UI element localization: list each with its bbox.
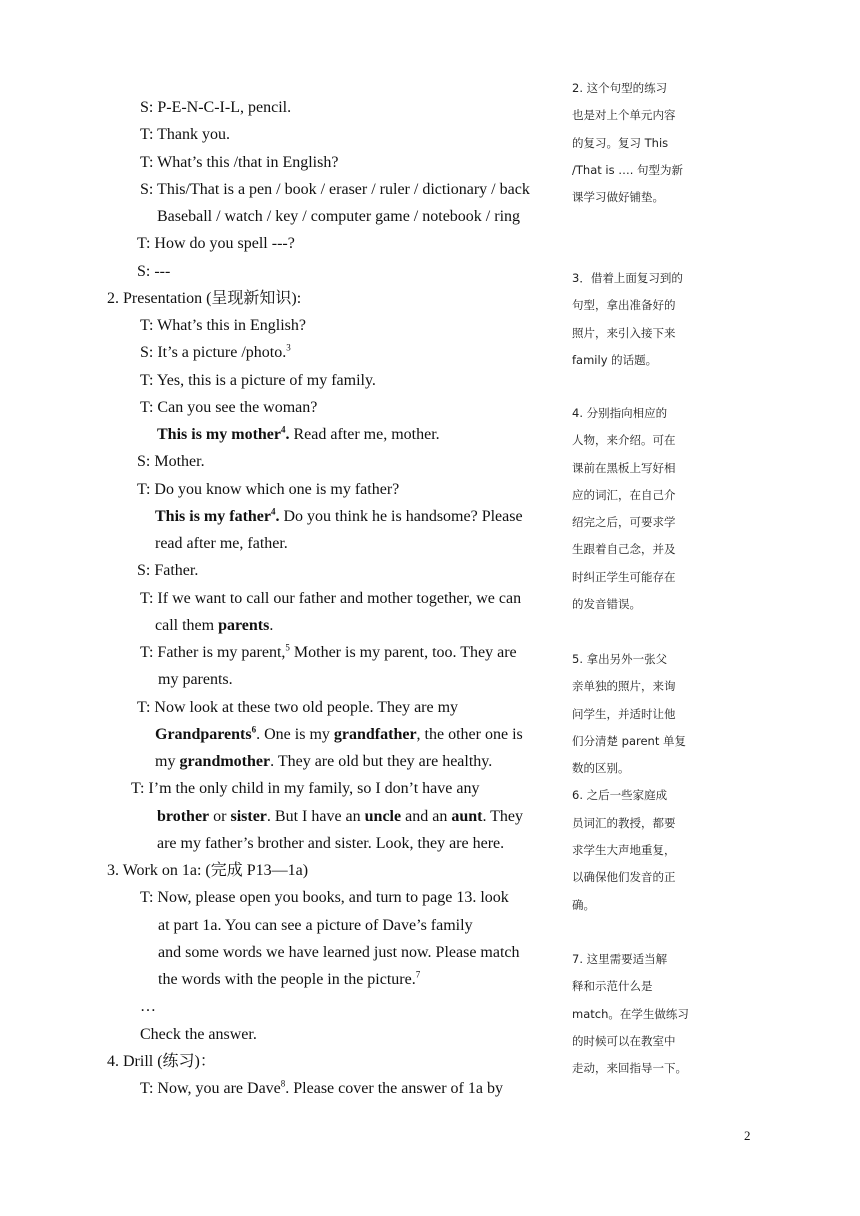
margin-note-line: 以确保他们发音的正 bbox=[572, 870, 676, 885]
margin-note-line: 的复习。复习 This bbox=[572, 135, 669, 150]
text-line bbox=[158, 916, 473, 936]
bold-term: uncle bbox=[364, 807, 402, 825]
margin-note-line: family 的话题。 bbox=[572, 352, 658, 367]
margin-note-line: 句型，拿出准备好的 bbox=[572, 298, 676, 313]
text-line bbox=[137, 561, 198, 581]
margin-note-line: 2. 这个句型的练习 bbox=[572, 81, 668, 95]
text-run: or bbox=[209, 807, 231, 825]
text-line bbox=[140, 1025, 257, 1045]
bold-term: grandmother bbox=[179, 753, 271, 770]
text-line bbox=[155, 725, 523, 745]
footnote-marker: 7 bbox=[415, 969, 421, 980]
footnote-marker: 6 bbox=[251, 724, 257, 735]
margin-note-line: 的时候可以在教室中 bbox=[572, 1033, 676, 1048]
bold-term: . bbox=[285, 426, 290, 443]
text-line bbox=[140, 125, 230, 145]
margin-note-line: 6. 之后一些家庭成 bbox=[572, 788, 668, 803]
text-run: . They bbox=[482, 807, 524, 825]
footnote-marker: 8 bbox=[280, 1078, 286, 1089]
margin-note-line: 人物，来介绍。可在 bbox=[572, 433, 676, 448]
text-run: T: Now look at these two old people. They are my bbox=[137, 698, 459, 716]
margin-note-line: 数的区别。 bbox=[572, 761, 630, 776]
margin-note-line: 问学生，并适时让他 bbox=[572, 706, 676, 721]
text-line bbox=[140, 888, 509, 908]
text-run: T: Father is my parent, bbox=[140, 644, 286, 661]
text-run: call them bbox=[155, 616, 219, 634]
text-run: S: P-E-N-C-I-L, pencil. bbox=[140, 99, 292, 116]
margin-note bbox=[572, 265, 696, 374]
margin-note-line: match。在学生做练习 bbox=[572, 1006, 689, 1021]
bold-term: Grandparents bbox=[155, 725, 252, 743]
margin-note-line: 3．借着上面复习到的 bbox=[572, 271, 683, 285]
margin-note-line: /That is …. 句型为新 bbox=[572, 162, 684, 177]
text-line bbox=[107, 289, 301, 309]
margin-note-line: 时纠正学生可能存在 bbox=[572, 569, 676, 584]
text-line bbox=[158, 970, 420, 990]
margin-note-line: 求学生大声地重复， bbox=[572, 843, 676, 858]
text-line bbox=[140, 1079, 503, 1099]
text-run: at part 1a. You can see a picture of Dave’s family bbox=[158, 916, 473, 934]
text-line bbox=[140, 589, 521, 609]
text-run: . bbox=[269, 616, 274, 634]
text-run: Check the answer. bbox=[140, 1025, 257, 1043]
text-run: T: What’s this /that in English? bbox=[140, 153, 339, 171]
text-run: T: Now, you are Dave bbox=[140, 1080, 281, 1097]
margin-note bbox=[572, 75, 696, 211]
text-line bbox=[107, 1052, 216, 1072]
text-run: S: This/That is a pen / book / eraser / ruler / dictionary / back bbox=[140, 180, 530, 198]
text-run: T: Thank you. bbox=[140, 126, 231, 144]
text-run: 2. Presentation (呈现新知识): bbox=[107, 289, 302, 307]
bold-term: This is my mother bbox=[157, 426, 281, 443]
margin-note-line: 课学习做好铺垫。 bbox=[572, 190, 664, 205]
margin-note bbox=[572, 946, 696, 1082]
text-line bbox=[158, 670, 233, 690]
text-run: 3. Work on 1a: (完成 P13—1a) bbox=[107, 862, 309, 879]
footnote-marker: 4 bbox=[281, 424, 286, 435]
text-line bbox=[140, 98, 291, 118]
text-run: the words with the people in the picture. bbox=[158, 971, 416, 988]
text-run: . But I have an bbox=[266, 807, 365, 825]
bold-term: brother bbox=[157, 807, 210, 825]
text-line bbox=[137, 480, 399, 500]
text-run: S: Mother. bbox=[137, 453, 205, 471]
text-line bbox=[158, 943, 520, 963]
text-run: S: Father. bbox=[137, 562, 199, 580]
text-run: 4. Drill (练习)： bbox=[107, 1052, 216, 1070]
text-run: T: How do you spell ---? bbox=[137, 235, 295, 253]
text-run: Do you think he is handsome? Please bbox=[279, 507, 523, 525]
margin-note-line: 生跟着自己念，并及 bbox=[572, 542, 676, 557]
margin-note bbox=[572, 646, 696, 919]
text-run: S: It’s a picture /photo. bbox=[140, 344, 287, 362]
text-run: Read after me, mother. bbox=[289, 426, 440, 443]
margin-note-line: 5. 拿出另外一张父 bbox=[572, 652, 668, 666]
bold-term: parents bbox=[218, 616, 270, 634]
margin-note-line: 走动，来回指导一下。 bbox=[572, 1061, 687, 1076]
text-line bbox=[155, 534, 288, 554]
text-run: T: What’s this in English? bbox=[140, 317, 307, 334]
text-run: , the other one is bbox=[416, 725, 523, 743]
text-line bbox=[137, 698, 458, 718]
margin-note bbox=[572, 400, 696, 618]
bold-term: aunt bbox=[451, 807, 483, 825]
text-run: my bbox=[155, 753, 180, 770]
margin-note-line: 的发音错误。 bbox=[572, 597, 641, 612]
text-run: Baseball / watch / key / computer game / notebook / ring bbox=[157, 208, 521, 225]
text-run: . Please cover the answer of 1a by bbox=[285, 1080, 503, 1097]
margin-note-line: 照片，来引入接下来 bbox=[572, 325, 676, 340]
text-line bbox=[140, 180, 530, 200]
footnote-marker: 5 bbox=[285, 642, 290, 653]
text-run: … bbox=[140, 998, 156, 1016]
text-line bbox=[107, 861, 308, 881]
margin-note-line: 亲单独的照片，来询 bbox=[572, 679, 676, 694]
margin-note-line: 课前在黑板上写好相 bbox=[572, 460, 676, 475]
bold-term: This is my father bbox=[155, 507, 271, 525]
text-run: T: If we want to call our father and mother together, we can bbox=[140, 589, 522, 607]
text-run: and an bbox=[401, 807, 452, 825]
text-line bbox=[155, 616, 273, 636]
text-run: T: Can you see the woman? bbox=[140, 398, 318, 416]
text-line bbox=[140, 371, 376, 391]
text-run: T: Now, please open you books, and turn to page 13. look bbox=[140, 889, 509, 907]
text-run: T: I’m the only child in my family, so I don’t have any bbox=[131, 780, 480, 798]
bold-term: sister bbox=[230, 807, 267, 825]
bold-term: grandfather bbox=[333, 725, 417, 743]
text-line bbox=[155, 507, 523, 527]
page-number: 2 bbox=[744, 1128, 751, 1143]
margin-note-line: 应的词汇，在自己介 bbox=[572, 487, 676, 502]
footnote-marker: 4 bbox=[271, 506, 276, 517]
text-run: Mother is my parent, too. They are bbox=[289, 644, 517, 661]
margin-note-line: 7. 这里需要适当解 bbox=[572, 952, 668, 966]
text-line bbox=[140, 316, 306, 336]
text-line bbox=[131, 779, 479, 799]
text-line bbox=[140, 997, 156, 1017]
text-line bbox=[140, 643, 517, 663]
text-line bbox=[140, 398, 317, 418]
text-line bbox=[157, 834, 504, 854]
text-run: my parents. bbox=[158, 671, 233, 689]
margin-note-line: 释和示范什么是 bbox=[572, 979, 653, 994]
text-run: are my father’s brother and sister. Look, they are here. bbox=[157, 834, 505, 852]
margin-note-line: 确。 bbox=[572, 897, 595, 912]
text-run: and some words we have learned just now. Please match bbox=[158, 943, 520, 961]
text-run: T: Do you know which one is my father? bbox=[137, 480, 400, 498]
margin-note-line: 也是对上个单元内容 bbox=[572, 108, 676, 123]
margin-note-line: 4. 分别指向相应的 bbox=[572, 406, 668, 420]
bold-term: . bbox=[275, 507, 280, 525]
text-run: . One is my bbox=[256, 725, 334, 743]
text-line bbox=[155, 752, 492, 772]
margin-note-line: 员词汇的教授，都要 bbox=[572, 815, 676, 830]
text-line bbox=[157, 807, 523, 827]
text-line bbox=[157, 425, 440, 445]
text-run: . They are old but they are healthy. bbox=[270, 753, 493, 770]
text-run: read after me, father. bbox=[155, 535, 288, 552]
text-line bbox=[137, 452, 205, 472]
text-line bbox=[137, 262, 170, 282]
text-line bbox=[140, 343, 291, 363]
text-run: T: Yes, this is a picture of my family. bbox=[140, 371, 376, 389]
footnote-marker: 3 bbox=[286, 342, 291, 353]
text-line bbox=[157, 207, 520, 227]
text-line bbox=[140, 153, 338, 173]
margin-note-line: 绍完之后，可要求学 bbox=[572, 515, 676, 530]
text-run: S: --- bbox=[137, 262, 171, 280]
text-line bbox=[137, 234, 295, 254]
margin-note-line: 们分清楚 parent 单复 bbox=[572, 733, 687, 748]
